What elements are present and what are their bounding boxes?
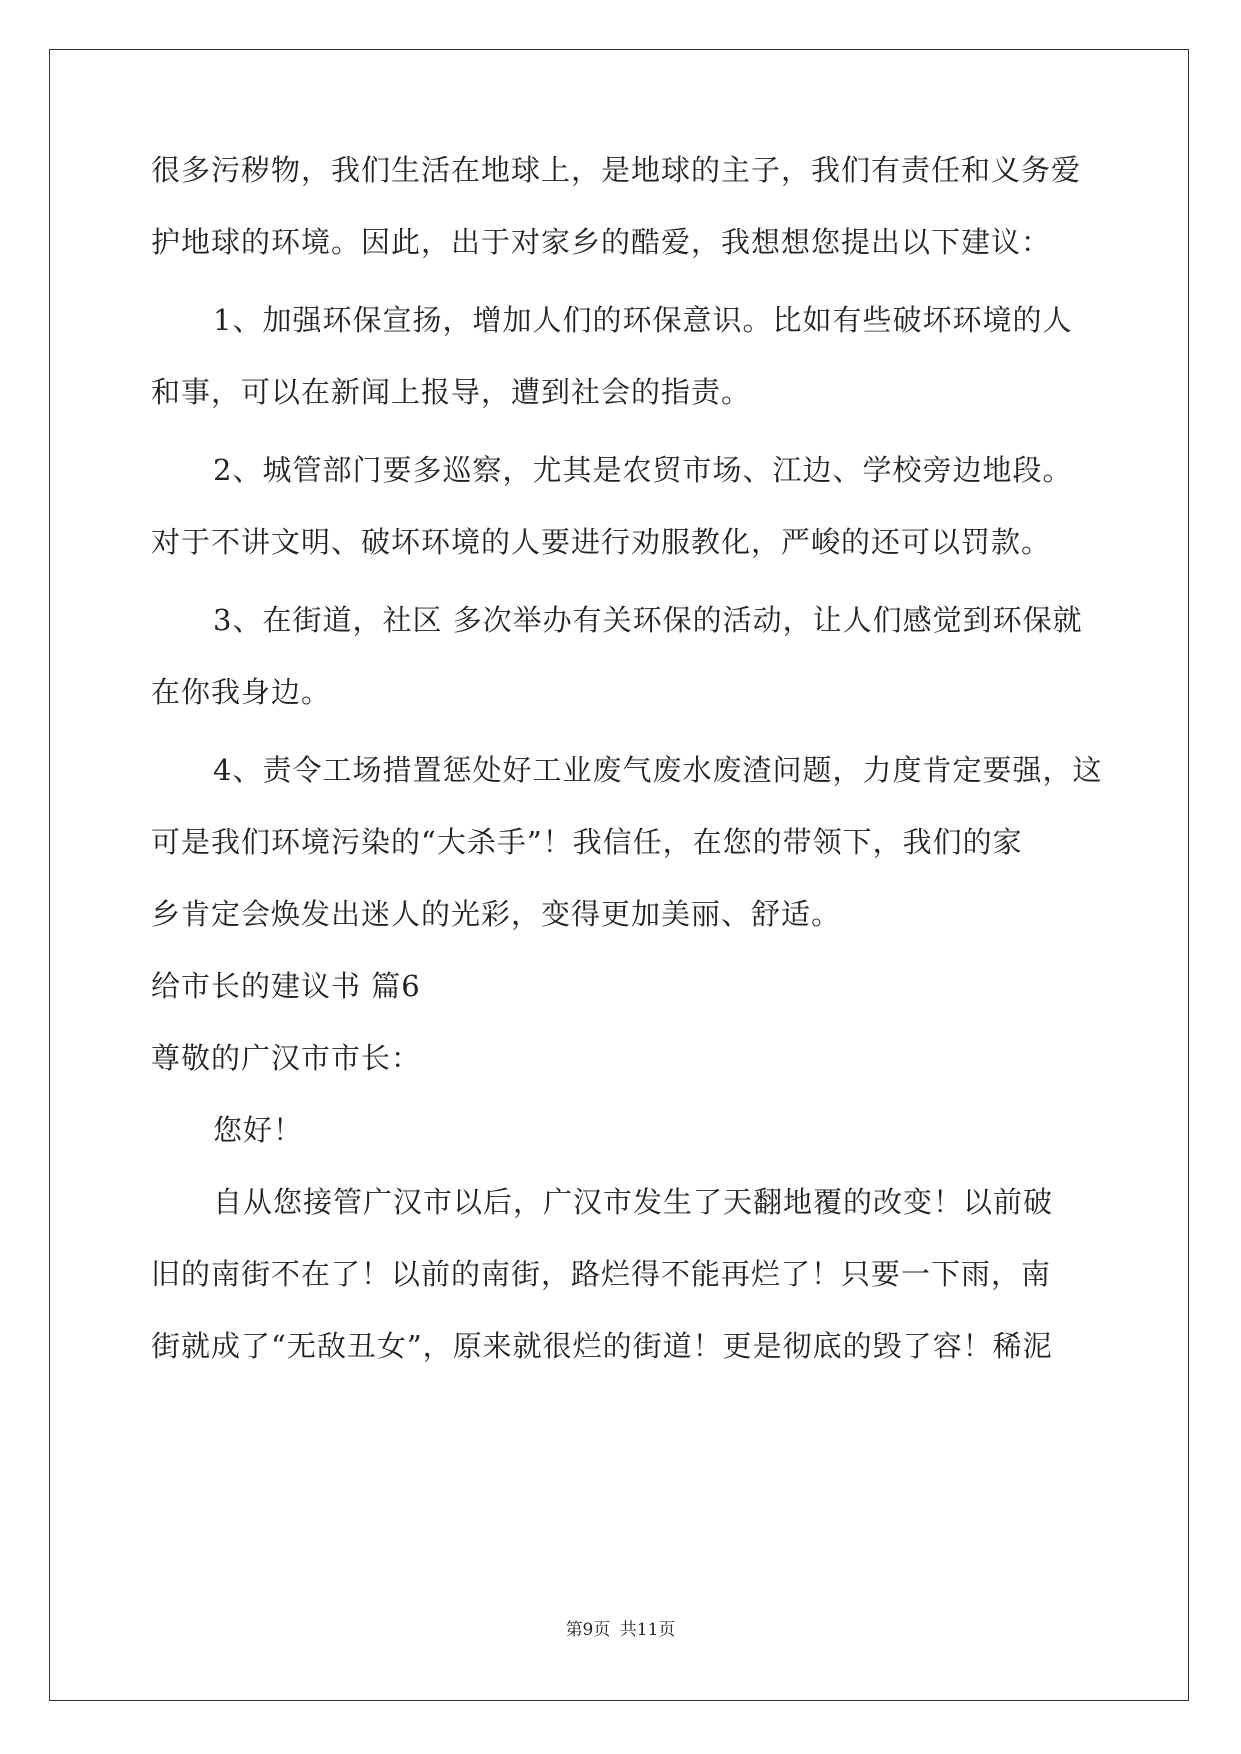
page-number: 第9页 [565,1620,611,1640]
text-line: 和事，可以在新闻上报导，遭到社会的指责。 [151,375,752,409]
text-line: 护地球的环境。因此，出于对家乡的酷爱，我想想您提出以下建议： [151,225,1052,259]
text-line: 很多污秽物，我们生活在地球上，是地球的主子，我们有责任和义务爱 [151,153,1082,187]
page-total: 共11页 [619,1620,676,1640]
text-line: 对于不讲文明、破坏环境的人要进行劝服教化，严峻的还可以罚款。 [151,525,1052,559]
text-line: 4、责令工场措置惩处好工业废气废水废渣问题，力度肯定要强，这 [213,753,1103,787]
text-line: 2、城管部门要多巡察，尤其是农贸市场、江边、学校旁边地段。 [213,453,1073,487]
text-line: 街就成了“无敌丑女”，原来就很烂的街道！更是彻底的毁了容！稀泥 [151,1329,1053,1363]
salutation: 尊敬的广汉市市长： [151,1041,422,1075]
page-border [49,49,1189,1701]
text-line: 可是我们环境污染的“大杀手”！我信任，在您的带领下，我们的家 [151,825,1023,859]
text-line: 3、在街道，社区 多次举办有关环保的活动，让人们感觉到环保就 [213,603,1083,637]
text-line: 自从您接管广汉市以后，广汉市发生了天翻地覆的改变！以前破 [213,1185,1054,1219]
greeting: 您好！ [213,1113,304,1147]
text-line: 旧的南街不在了！以前的南街，路烂得不能再烂了！只要一下雨，南 [151,1257,1052,1291]
text-line: 在你我身边。 [151,675,332,709]
text-line: 1、加强环保宣扬，增加人们的环保意识。比如有些破坏环境的人 [213,303,1073,337]
page-footer [0,1618,1241,1642]
text-line: 乡肯定会焕发出迷人的光彩，变得更加美丽、舒适。 [151,897,842,931]
section-heading: 给市长的建议书 篇6 [151,969,421,1003]
